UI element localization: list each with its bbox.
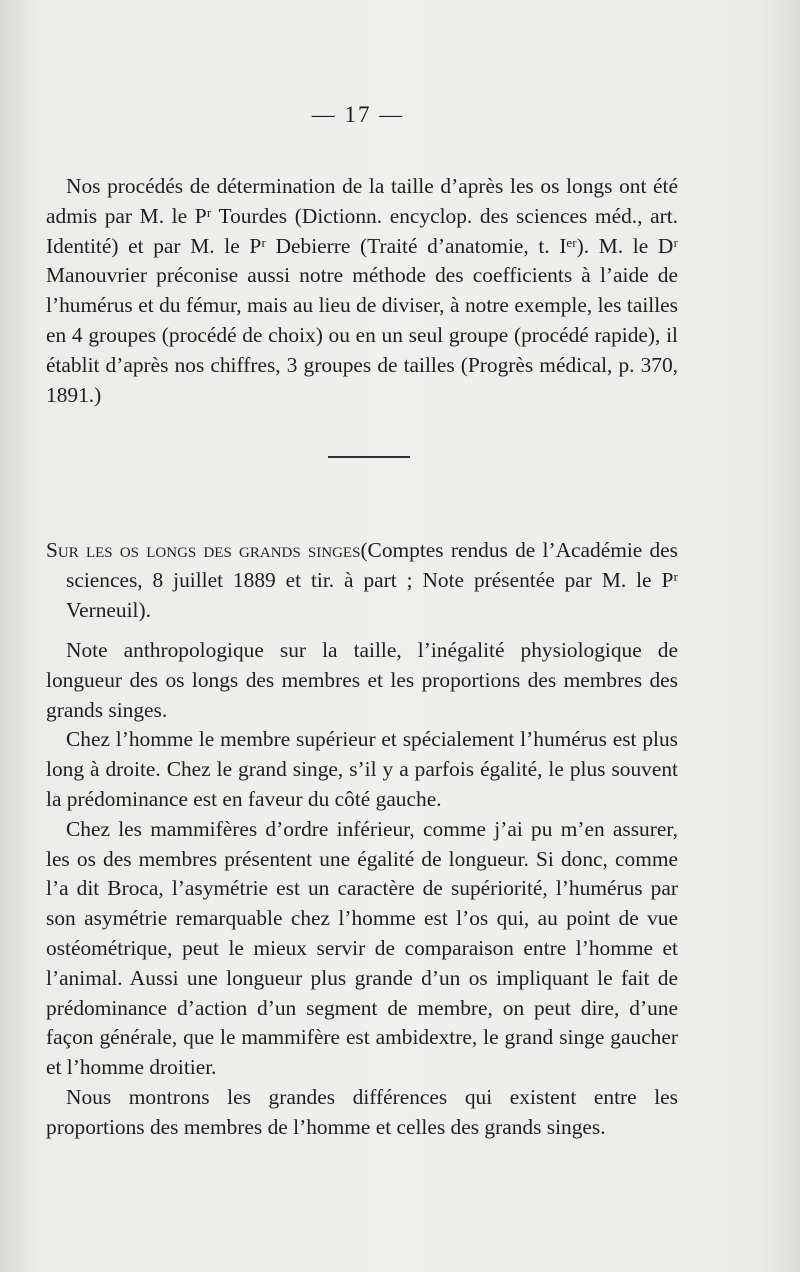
entry-citation: (Comptes rendus de l’Académie des sciences, 8 juillet 1889 et tir. à part ; Note présentée par M. le Pʳ Verneuil). [66,538,679,622]
footnote-text: Nos procédés de détermination de la taille d’après les os longs ont été admis par M. le Pʳ Tourdes (Dictionn. encyclop. des sciences méd., art. Identité) et par M. le Pʳ Debierre (Traité d’anatomie, t. Iᵉʳ). M. le Dʳ Manouvrier préconise aussi notre méthode des coefficients à l’aide de l’humérus et du fémur, mais au lieu de diviser, à notre exemple, les tailles en 4 groupes (procédé de choix) ou en un seul groupe (procédé rapide), il établit d’après nos chiffres, 3 groupes de tailles (Progrès médical, p. 370, 1891.) [46,174,678,407]
entry-header [46,536,678,625]
paragraph-1: Note anthropologique sur la taille, l’inégalité physiologique de longueur des os longs des membres et les proportions des membres des grands singes. [46,638,678,722]
paragraph-3: Chez les mammifères d’ordre inférieur, comme j’ai pu m’en assurer, les os des membres présentent une égalité de longueur. Si donc, comme l’a dit Broca, l’asymétrie est un caractère de supériorité, l’humérus par son asymétrie remarquable chez l’homme est l’os qui, au point de vue ostéométrique, peut le mieux servir de comparaison entre l’homme et l’animal. Aussi une longueur plus grande d’un os impliquant le fait de prédominance d’action d’un segment de membre, on peut dire, d’une façon générale, que le mammifère est ambidextre, le grand singe gaucher et l’homme droitier. [46,816,678,1080]
entry-block [46,536,678,625]
footnote-block [46,172,678,410]
section-divider [328,456,410,458]
paragraph-2: Chez l’homme le membre supérieur et spécialement l’humérus est plus long à droite. Chez le grand singe, s’il y a parfois égalité, le plus souvent la prédominance est en faveur du côté gauche. [46,727,678,811]
entry-heading: Sur les os longs des grands singes [46,538,361,562]
body-text [46,636,678,1143]
paragraph-4: Nous montrons les grandes différences qui existent entre les proportions des membres de l’homme et celles des grands singes. [46,1084,678,1139]
page-number: — 17 — [311,102,405,127]
